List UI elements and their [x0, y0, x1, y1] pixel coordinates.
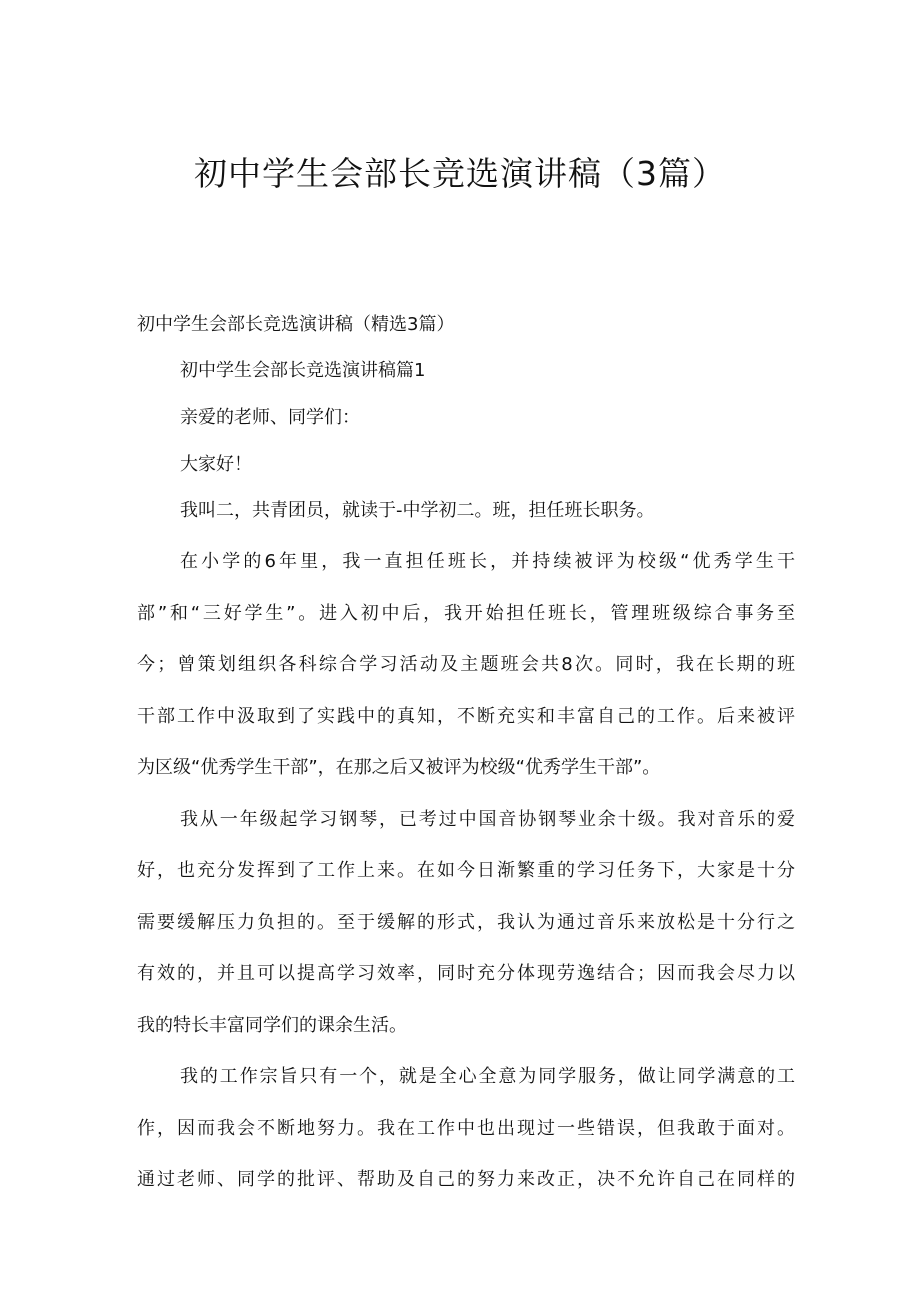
hello-line: 大家好！	[180, 454, 252, 475]
paragraph-line: 需要缓解压力负担的。至于缓解的形式，我认为通过音乐来放松是十分行之	[137, 912, 795, 933]
greeting: 亲爱的老师、同学们：	[180, 407, 360, 428]
paragraph-line: 好，也充分发挥到了工作上来。在如今日渐繁重的学习任务下，大家是十分	[137, 860, 795, 881]
paragraph-line: 部”和“三好学生”。进入初中后，我开始担任班长，管理班级综合事务至	[137, 603, 795, 624]
paragraph-line: 为区级“优秀学生干部”，在那之后又被评为校级“优秀学生干部”。	[137, 757, 661, 778]
paragraph-line: 今；曾策划组织各科综合学习活动及主题班会共8次。同时，我在长期的班	[137, 654, 795, 675]
paragraph-line: 通过老师、同学的批评、帮助及自己的努力来改正，决不允许自己在同样的	[137, 1169, 795, 1190]
intro-line: 我叫二，共青团员，就读于-中学初二。班，担任班长职务。	[180, 500, 655, 521]
document-subtitle: 初中学生会部长竞选演讲稿（精选3篇）	[137, 314, 455, 335]
section-heading: 初中学生会部长竞选演讲稿篇1	[180, 360, 426, 381]
paragraph-line: 我的特长丰富同学们的课余生活。	[137, 1015, 407, 1036]
paragraph-line: 干部工作中汲取到了实践中的真知，不断充实和丰富自己的工作。后来被评	[137, 706, 795, 727]
paragraph-line: 我的工作宗旨只有一个，就是全心全意为同学服务，做让同学满意的工	[180, 1066, 795, 1087]
paragraph-line: 作，因而我会不断地努力。我在工作中也出现过一些错误，但我敢于面对。	[137, 1118, 795, 1139]
paragraph-line: 我从一年级起学习钢琴，已考过中国音协钢琴业余十级。我对音乐的爱	[180, 809, 795, 830]
document-title: 初中学生会部长竞选演讲稿（3篇）	[194, 154, 726, 193]
paragraph-line: 有效的，并且可以提高学习效率，同时充分体现劳逸结合；因而我会尽力以	[137, 963, 795, 984]
paragraph-line: 在小学的6年里，我一直担任班长，并持续被评为校级“优秀学生干	[180, 551, 795, 572]
